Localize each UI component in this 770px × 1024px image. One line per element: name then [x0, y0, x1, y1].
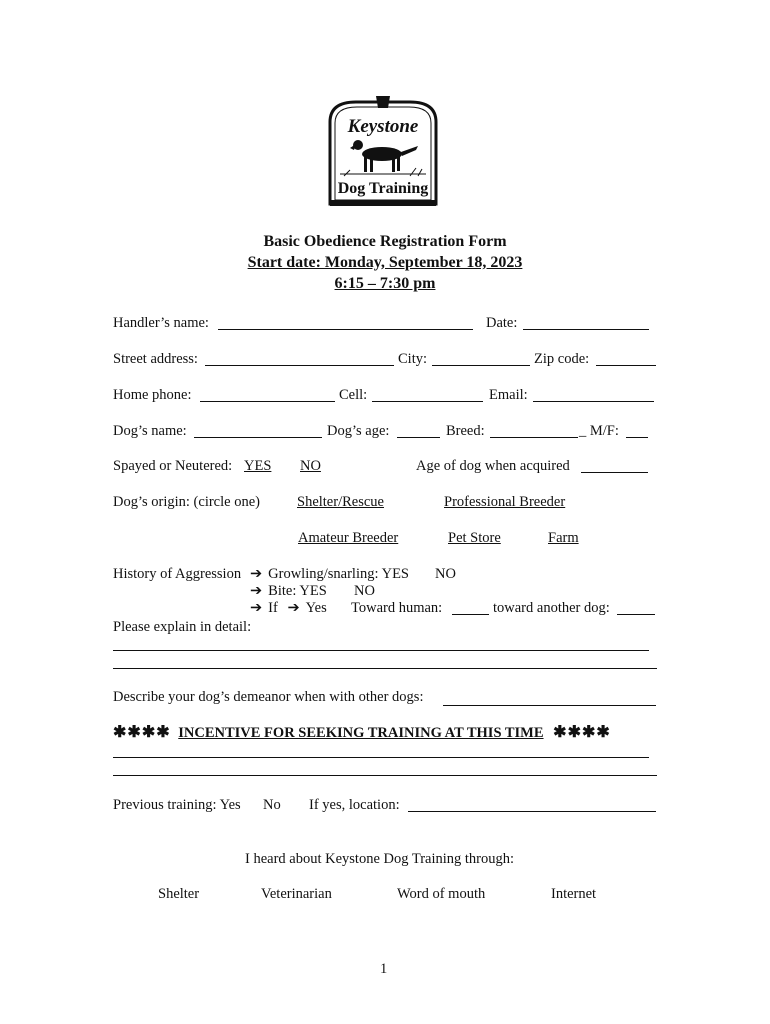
- growling-label: Growling/snarling: YES: [268, 566, 409, 582]
- origin-label: Dog’s origin: (circle one): [113, 494, 260, 510]
- dog-icon: [350, 140, 418, 172]
- breed-field[interactable]: [490, 437, 578, 438]
- incentive-heading: [113, 724, 611, 742]
- bite-label: Bite: YES: [268, 583, 327, 599]
- explain-line-2[interactable]: [113, 668, 657, 669]
- date-label: Date:: [486, 315, 518, 331]
- keystone-logo: [326, 92, 440, 210]
- zip-field[interactable]: [596, 365, 656, 366]
- form-title: Basic Obedience Registration Form: [263, 233, 507, 250]
- date-field[interactable]: [523, 329, 649, 330]
- toward-dog-label: toward another dog:: [493, 600, 610, 616]
- toward-human-field[interactable]: [452, 614, 489, 615]
- mf-field[interactable]: [626, 437, 648, 438]
- arrow-right-icon: ➔: [250, 583, 263, 599]
- street-address-label: Street address:: [113, 351, 198, 367]
- origin-shelter-rescue[interactable]: Shelter/Rescue: [297, 494, 384, 510]
- city-field[interactable]: [432, 365, 530, 366]
- toward-human-label: Toward human:: [351, 600, 443, 616]
- handler-name-field[interactable]: [218, 329, 473, 330]
- referral-internet[interactable]: Internet: [551, 886, 597, 902]
- incentive-line-1[interactable]: [113, 757, 649, 758]
- bite-row: [250, 582, 327, 600]
- session-time: 6:15 – 7:30 pm: [334, 275, 436, 292]
- demeanor-field[interactable]: [443, 705, 656, 706]
- referral-shelter[interactable]: Shelter: [158, 886, 200, 902]
- dog-name-label: Dog’s name:: [113, 423, 187, 439]
- asterisk-icon: ✱✱✱✱: [553, 724, 611, 741]
- yes-label: Yes: [305, 600, 327, 616]
- logo-title: Keystone: [347, 116, 419, 137]
- origin-amateur-breeder[interactable]: Amateur Breeder: [298, 530, 399, 546]
- if-yes-row: [250, 599, 327, 617]
- incentive-line-2[interactable]: [113, 775, 657, 776]
- start-date: Start date: Monday, September 18, 2023: [247, 254, 523, 271]
- growling-no-option[interactable]: NO: [435, 566, 456, 582]
- if-label: If: [268, 600, 278, 616]
- home-phone-field[interactable]: [200, 401, 335, 402]
- spayed-label: Spayed or Neutered:: [113, 458, 233, 474]
- spayed-no-option[interactable]: NO: [300, 458, 321, 474]
- explain-line-1[interactable]: [113, 650, 649, 651]
- asterisk-icon: ✱✱✱✱: [113, 724, 171, 741]
- cell-field[interactable]: [372, 401, 483, 402]
- cell-label: Cell:: [339, 387, 368, 403]
- referral-veterinarian[interactable]: Veterinarian: [261, 886, 332, 902]
- arrow-right-icon: ➔: [287, 600, 300, 616]
- origin-professional-breeder[interactable]: Professional Breeder: [444, 494, 566, 510]
- age-acquired-field[interactable]: [581, 472, 648, 473]
- email-label: Email:: [489, 387, 528, 403]
- breed-label: Breed:: [446, 423, 485, 439]
- handler-name-label: Handler’s name:: [113, 315, 209, 331]
- home-phone-label: Home phone:: [113, 387, 192, 403]
- toward-dog-field[interactable]: [617, 614, 655, 615]
- location-field[interactable]: [408, 811, 656, 812]
- origin-pet-store[interactable]: Pet Store: [448, 530, 501, 546]
- bite-no-option[interactable]: NO: [354, 583, 375, 599]
- email-field[interactable]: [533, 401, 654, 402]
- arrow-right-icon: ➔: [250, 566, 263, 582]
- mf-label: _ M/F:: [579, 423, 619, 439]
- page-number: 1: [380, 961, 388, 977]
- logo-subtitle: Dog Training: [337, 180, 429, 197]
- previous-training-no[interactable]: No: [263, 797, 281, 813]
- demeanor-label: Describe your dog’s demeanor when with other dogs:: [113, 689, 424, 705]
- age-acquired-label: Age of dog when acquired: [416, 458, 570, 474]
- growling-row: [250, 565, 409, 583]
- aggression-label: History of Aggression: [113, 566, 242, 582]
- spayed-yes-option[interactable]: YES: [244, 458, 272, 474]
- dog-age-label: Dog’s age:: [327, 423, 390, 439]
- referral-word-of-mouth[interactable]: Word of mouth: [397, 886, 486, 902]
- referral-heading: I heard about Keystone Dog Training through:: [245, 851, 515, 867]
- incentive-label: INCENTIVE FOR SEEKING TRAINING AT THIS TIME: [178, 725, 544, 741]
- city-label: City:: [398, 351, 428, 367]
- zip-label: Zip code:: [534, 351, 590, 367]
- previous-training-label: Previous training: Yes: [113, 797, 241, 813]
- arrow-right-icon: ➔: [250, 600, 263, 616]
- dog-name-field[interactable]: [194, 437, 322, 438]
- street-address-field[interactable]: [205, 365, 394, 366]
- origin-farm[interactable]: Farm: [548, 530, 579, 546]
- location-label: If yes, location:: [309, 797, 400, 813]
- dog-age-field[interactable]: [397, 437, 440, 438]
- explain-label: Please explain in detail:: [113, 619, 252, 635]
